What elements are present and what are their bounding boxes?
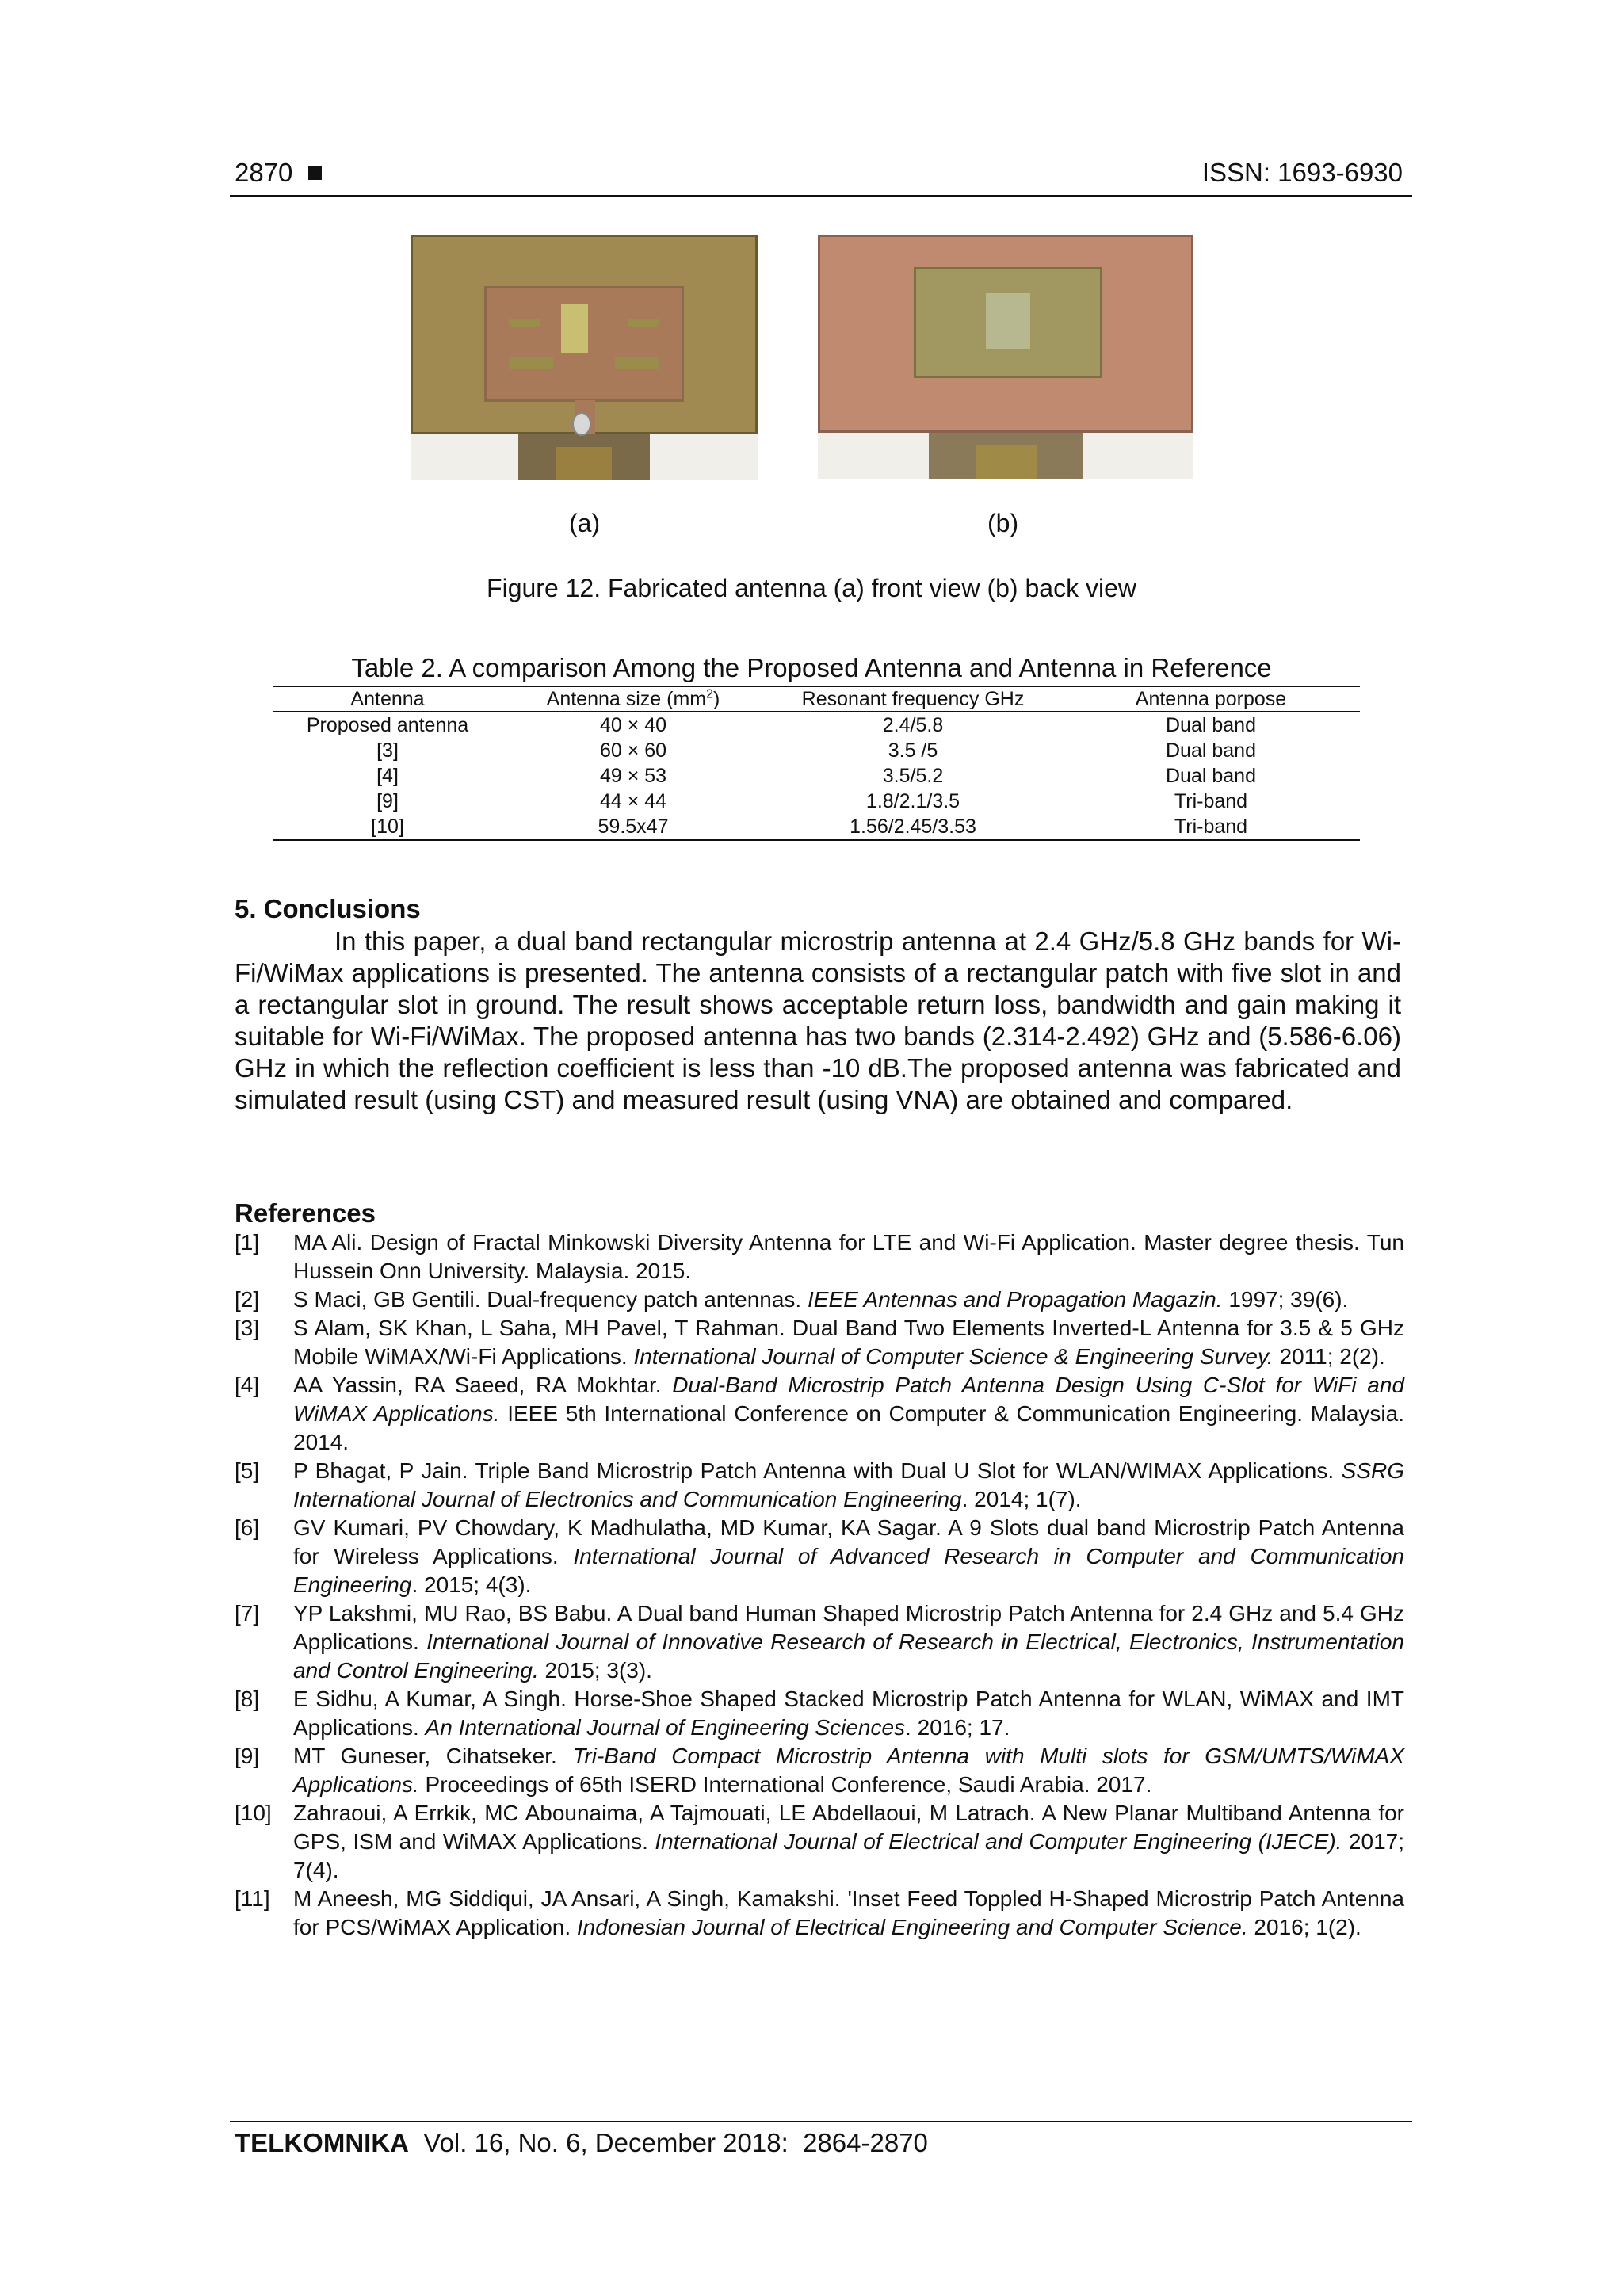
- table-row: [273, 712, 1360, 738]
- issn: ISSN: 1693-6930: [1201, 158, 1403, 187]
- cell-size: 60 × 60: [599, 739, 667, 762]
- subfigure-label-a: (a): [569, 509, 601, 537]
- cell-size: 44 × 44: [599, 790, 667, 812]
- cell-purpose: Dual band: [1166, 739, 1256, 762]
- antenna-front-photo: [411, 235, 758, 480]
- substrate-board: [411, 235, 758, 434]
- footer-citation: [235, 2127, 928, 2159]
- reference-number: [5]: [235, 1458, 260, 1483]
- comparison-table: [273, 686, 1360, 841]
- subfigure-label-b: (b): [987, 509, 1019, 537]
- sma-connector: [518, 434, 650, 480]
- cell-frequency: 2.4/5.8: [882, 714, 944, 736]
- reference-item: [1] MA Ali. Design of Fractal Minkowski Diversity Antenna for LTE and Wi-Fi Application. Master degree thesis. Tun Hussein Onn University. Malaysia. 2015.: [235, 1230, 1404, 1283]
- header-frequency: Resonant frequency GHz: [764, 686, 1062, 712]
- patch-slot: [509, 357, 553, 369]
- cell-antenna: [9]: [376, 790, 399, 812]
- radiating-patch: [484, 286, 684, 402]
- reference-number: [4]: [235, 1373, 260, 1397]
- cell-size: 49 × 53: [599, 765, 667, 787]
- page-number: 2870: [235, 157, 322, 189]
- cell-frequency: 3.5 /5: [888, 739, 938, 762]
- table-title: Table 2. A comparison Among the Proposed Antenna and Antenna in Reference: [351, 653, 1272, 682]
- cell-size: 40 × 40: [599, 714, 667, 736]
- cell-antenna: Proposed antenna: [306, 714, 469, 736]
- patch-slot: [615, 357, 659, 369]
- table-row: [273, 814, 1360, 840]
- reference-number: [7]: [235, 1601, 260, 1626]
- antenna-back-photo: [818, 235, 1193, 479]
- reference-number: [9]: [235, 1744, 260, 1768]
- reference-item: [5] P Bhagat, P Jain. Triple Band Microstrip Patch Antenna with Dual U Slot for WLAN/WIMAX Applications. SSRG International Journal of Electronics and Communication Engineering. 2014; 1(7).: [235, 1458, 1404, 1511]
- reference-number: [1]: [235, 1230, 260, 1255]
- reference-number: [8]: [235, 1687, 260, 1711]
- cell-antenna: [4]: [376, 765, 399, 787]
- section-heading: 5. Conclusions: [235, 894, 421, 923]
- table-row: [273, 789, 1360, 814]
- header-purpose: Antenna porpose: [1062, 686, 1360, 712]
- cell-frequency: 1.56/2.45/3.53: [764, 814, 1062, 840]
- patch-slot: [561, 304, 588, 353]
- ground-slot: [914, 267, 1102, 378]
- reference-item: [9] MT Guneser, Cihatseker. Tri-Band Compact Microstrip Antenna with Multi slots for GSM/UMTS/WiMAX Applications. Proceedings of 65th ISERD International Conference, Saudi Arabia. 2017.: [235, 1744, 1404, 1797]
- reference-list: [235, 1228, 1404, 1942]
- table-header-row: [273, 686, 1360, 712]
- reference-item: [11] M Aneesh, MG Siddiqui, JA Ansari, A Singh, Kamakshi. 'Inset Feed Toppled H-Shaped Microstrip Patch Antenna for PCS/WiMAX Application. Indonesian Journal of Electrical Engineering and Computer Science. 2016; 1(2).: [235, 1886, 1404, 1939]
- cell-purpose: Dual band: [1166, 765, 1256, 787]
- table-row: [273, 738, 1360, 763]
- reference-number: [10]: [235, 1801, 272, 1825]
- figure-caption: Figure 12. Fabricated antenna (a) front view (b) back view: [487, 574, 1136, 602]
- cell-purpose: Tri-band: [1062, 814, 1360, 840]
- table-row: [273, 763, 1360, 789]
- solder-pin: [572, 412, 591, 436]
- reference-item: [3] S Alam, SK Khan, L Saha, MH Pavel, T Rahman. Dual Band Two Elements Inverted-L Antenna for 3.5 & 5 GHz Mobile WiMAX/Wi-Fi Applications. International Journal of Computer Science & Engineering Survey. 2011; 2(2).: [235, 1316, 1404, 1369]
- reference-number: [11]: [235, 1886, 270, 1911]
- square-bullet-icon: [308, 166, 322, 180]
- cell-purpose: Dual band: [1166, 714, 1256, 736]
- cell-antenna: [3]: [376, 739, 399, 762]
- reference-item: [10] Zahraoui, A Errkik, MC Abounaima, A Tajmouati, LE Abdellaoui, M Latrach. A New Planar Multiband Antenna for GPS, ISM and WiMAX Applications. International Journal of Electrical and Computer Engineering (IJECE). 2017; 7(4).: [235, 1801, 1404, 1882]
- reference-item: [8] E Sidhu, A Kumar, A Singh. Horse-Shoe Shaped Stacked Microstrip Patch Antenna for WLAN, WiMAX and IMT Applications. An International Journal of Engineering Sciences. 2016; 17.: [235, 1687, 1404, 1740]
- reference-number: [6]: [235, 1515, 260, 1540]
- reference-item: [6] GV Kumari, PV Chowdary, K Madhulatha, MD Kumar, KA Sagar. A 9 Slots dual band Microstrip Patch Antenna for Wireless Applications. International Journal of Advanced Research in Computer and Communication Engineering. 2015; 4(3).: [235, 1515, 1404, 1597]
- journal-name: TELKOMNIKA: [235, 2128, 409, 2157]
- reference-number: [2]: [235, 1287, 260, 1312]
- cell-frequency: 3.5/5.2: [882, 765, 944, 787]
- references-heading: References: [235, 1198, 376, 1228]
- sma-connector: [929, 433, 1083, 479]
- cell-purpose: Tri-band: [1174, 790, 1248, 812]
- header-rule: [230, 195, 1412, 197]
- cell-size: 59.5x47: [502, 814, 764, 840]
- issue-details: Vol. 16, No. 6, December 2018: 2864-2870: [408, 2128, 928, 2157]
- cell-frequency: 1.8/2.1/3.5: [865, 790, 960, 812]
- conclusion-paragraph: In this paper, a dual band rectangular microstrip antenna at 2.4 GHz/5.8 GHz bands for Wi-Fi/WiMax applications is presented. The antenna consists of a rectangular patch with five slot in and a rectangular slot in ground. The result shows acceptable return loss, bandwidth and gain making it suitable for Wi-Fi/WiMax. The proposed antenna has two bands (2.314-2.492) GHz and (5.586-6.06) GHz in which the reflection coefficient is less than -10 dB.The proposed antenna was fabricated and simulated result (using CST) and measured result (using VNA) are obtained and compared.: [235, 926, 1401, 1114]
- footer-rule: [230, 2121, 1412, 2122]
- patch-slot: [628, 319, 659, 327]
- patch-slot: [509, 319, 540, 327]
- reference-item: [4] AA Yassin, RA Saeed, RA Mokhtar. Dual-Band Microstrip Patch Antenna Design Using C-Slot for WiFi and WiMAX Applications. IEEE 5th International Conference on Computer & Communication Engineering. Malaysia. 2014.: [235, 1373, 1405, 1454]
- reference-number: [3]: [235, 1316, 260, 1340]
- header-size: Antenna size $(mm^2)$: [502, 686, 764, 712]
- reference-item: [7] YP Lakshmi, MU Rao, BS Babu. A Dual band Human Shaped Microstrip Patch Antenna for 2.4 GHz and 5.4 GHz Applications. International Journal of Innovative Research of Research in Electrical, Electronics, Instrumentation and Control Engineering. 2015; 3(3).: [235, 1601, 1404, 1683]
- reference-item: [2] S Maci, GB Gentili. Dual-frequency patch antennas. IEEE Antennas and Propagation Magazin. 1997; 39(6).: [235, 1286, 1404, 1314]
- header-antenna: Antenna: [273, 686, 502, 712]
- ground-plane: [818, 235, 1193, 433]
- cell-antenna: [10]: [273, 814, 502, 840]
